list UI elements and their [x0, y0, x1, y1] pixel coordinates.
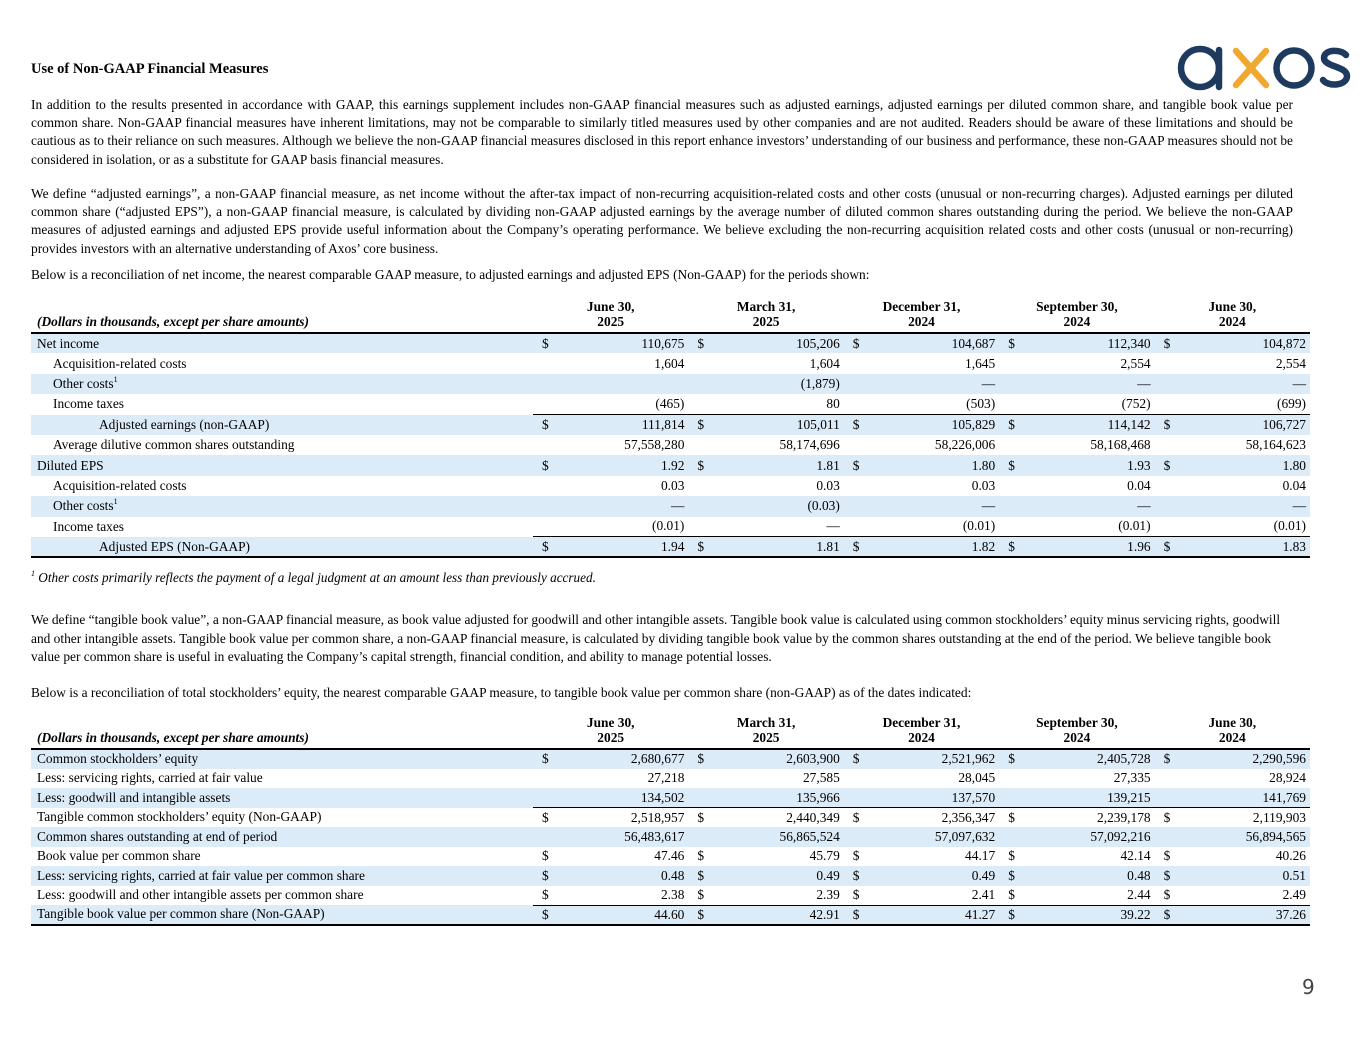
cell-value: 57,558,280	[624, 437, 685, 453]
currency-symbol: $	[1008, 887, 1015, 902]
currency-symbol	[688, 476, 710, 496]
cell-value: (1,879)	[710, 374, 843, 394]
currency-symbol: $	[688, 415, 710, 435]
cell-value: 42.14	[1120, 848, 1151, 864]
currency-symbol: $	[844, 537, 866, 557]
currency-symbol	[844, 394, 866, 414]
row-label: Less: servicing rights, carried at fair value per common share	[31, 866, 533, 886]
cell-value: 56,865,524	[710, 827, 843, 847]
cell-value: 58,174,696	[779, 437, 840, 453]
currency-symbol	[844, 353, 866, 373]
column-header: June 30, 2025	[586, 715, 635, 745]
cell-value: 0.51	[1177, 866, 1310, 886]
table-row	[31, 788, 1310, 808]
table-row	[31, 866, 1310, 886]
currency-symbol: $	[999, 866, 1021, 886]
table-row	[31, 496, 1310, 516]
cell-value: —	[1177, 496, 1310, 516]
cell-value: 40.26	[1275, 848, 1306, 864]
currency-symbol: $	[688, 537, 710, 557]
section-heading: Use of Non-GAAP Financial Measures	[31, 61, 269, 77]
cell-value: 2,554	[1120, 355, 1151, 371]
cell-value: 0.48	[1021, 866, 1154, 886]
cell-value: 1.94	[555, 537, 688, 557]
cell-value: 2.49	[1282, 887, 1306, 902]
currency-symbol: $	[1155, 333, 1177, 353]
currency-symbol: $	[688, 808, 710, 828]
cell-value: 28,045	[958, 770, 996, 786]
table-row	[31, 537, 1310, 557]
currency-symbol	[1155, 517, 1177, 537]
column-header: September 30, 2024	[1036, 299, 1118, 329]
currency-symbol	[533, 435, 555, 455]
currency-symbol: $	[542, 848, 549, 864]
row-label: Acquisition-related costs	[53, 477, 187, 493]
currency-symbol	[533, 517, 555, 537]
axos-logo	[1174, 40, 1354, 94]
currency-symbol: $	[688, 905, 710, 925]
column-header: December 31, 2024	[882, 299, 961, 329]
row-label: Tangible book value per common share (Non-GAAP)	[31, 905, 533, 925]
currency-symbol: $	[999, 333, 1021, 353]
row-label: Less: servicing rights, carried at fair value	[37, 770, 263, 786]
table-row	[31, 905, 1310, 925]
currency-symbol	[1155, 353, 1177, 373]
cell-value: 1.92	[555, 455, 688, 475]
currency-symbol: $	[533, 455, 555, 475]
currency-symbol	[533, 496, 555, 516]
cell-value: 56,894,565	[1177, 827, 1310, 847]
cell-value: (0.01)	[652, 518, 685, 534]
cell-value	[555, 374, 688, 394]
currency-symbol: $	[1155, 455, 1177, 475]
table-row	[31, 886, 1310, 906]
row-label: Adjusted earnings (non-GAAP)	[31, 415, 533, 435]
cell-value: —	[866, 496, 999, 516]
cell-value: 58,226,006	[934, 437, 996, 453]
cell-value: —	[1177, 374, 1310, 394]
cell-value: —	[1021, 496, 1154, 516]
currency-symbol	[688, 394, 710, 414]
currency-symbol	[688, 517, 710, 537]
currency-symbol	[844, 374, 866, 394]
cell-value: 37.26	[1177, 905, 1310, 925]
currency-symbol	[999, 394, 1021, 414]
table-row	[31, 847, 1310, 867]
adjusted-earnings-table	[31, 296, 1310, 558]
currency-symbol: $	[688, 749, 710, 769]
currency-symbol: $	[1155, 866, 1177, 886]
currency-symbol: $	[999, 415, 1021, 435]
column-header: June 30, 2025	[586, 299, 635, 329]
cell-value: 1,604	[809, 355, 840, 371]
currency-symbol: $	[844, 749, 866, 769]
column-header: March 31, 2025	[736, 715, 796, 745]
currency-symbol	[1155, 788, 1177, 808]
cell-value: 110,675	[555, 333, 688, 353]
currency-symbol: $	[852, 848, 860, 864]
currency-symbol: $	[844, 455, 866, 475]
currency-symbol: $	[999, 537, 1021, 557]
currency-symbol: $	[1155, 415, 1177, 435]
currency-symbol	[999, 827, 1021, 847]
row-label: Tangible common stockholders’ equity (Non-GAAP)	[37, 809, 322, 825]
cell-value: 44.60	[555, 905, 688, 925]
cell-value: 1.96	[1021, 537, 1154, 557]
currency-symbol: $	[533, 333, 555, 353]
currency-symbol	[999, 374, 1021, 394]
currency-symbol: $	[533, 415, 555, 435]
cell-value: (503)	[966, 396, 996, 412]
currency-symbol	[1155, 476, 1177, 496]
currency-symbol	[688, 435, 710, 455]
table-row	[31, 455, 1310, 475]
cell-value: —	[866, 374, 999, 394]
currency-symbol	[533, 353, 555, 373]
cell-value: (0.01)	[1118, 518, 1151, 534]
cell-value: 57,092,216	[1021, 827, 1154, 847]
currency-symbol	[688, 353, 710, 373]
cell-value: 2,603,900	[710, 749, 843, 769]
row-label: Income taxes	[53, 396, 125, 412]
currency-symbol	[688, 788, 710, 808]
cell-value: 80	[826, 396, 840, 412]
cell-value: 1.80	[866, 455, 999, 475]
table-body	[31, 333, 1310, 557]
currency-symbol	[844, 476, 866, 496]
currency-symbol: $	[533, 866, 555, 886]
currency-symbol: $	[844, 808, 866, 828]
tangible-book-value-definition: We define “tangible book value”, a non-GAAP financial measure, as book value adjusted for goodwill and other intangible assets. Tangible book value is calculated using common stockholders’ equity minus servicing rights, goodwill and other intangible assets. Tangible book value per common share, a non-GAAP financial measure, is calculated by dividing tangible book value by the common shares outstanding at the end of the period. We believe tangible book value per common share is useful in evaluating the Company’s capital strength, financial condition, and ability to manage potential losses.	[31, 612, 1281, 664]
cell-value: (752)	[1121, 396, 1151, 412]
currency-symbol	[533, 374, 555, 394]
currency-symbol: $	[697, 887, 705, 902]
column-header: September 30, 2024	[1036, 715, 1118, 745]
cell-value: 112,340	[1021, 333, 1154, 353]
footnote: $^1$ Other costs primarily reflects the payment of a legal judgment at an amount less than previously accrued.	[31, 569, 596, 585]
cell-value: 104,687	[866, 333, 999, 353]
currency-symbol	[688, 374, 710, 394]
cell-value: 2,405,728	[1021, 749, 1154, 769]
row-label: Book value per common share	[37, 848, 201, 864]
cell-value: 2,440,349	[710, 808, 843, 828]
cell-value: 141,769	[1177, 788, 1310, 808]
cell-value: (465)	[655, 396, 685, 412]
table-row	[31, 374, 1310, 394]
cell-value: 2.38	[660, 887, 685, 902]
cell-value: 114,142	[1021, 415, 1154, 435]
currency-symbol	[1155, 374, 1177, 394]
cell-value: 104,872	[1177, 333, 1310, 353]
currency-symbol	[533, 788, 555, 808]
cell-value: 106,727	[1177, 415, 1310, 435]
cell-value: 0.49	[866, 866, 999, 886]
cell-value: 27,585	[802, 770, 840, 786]
currency-symbol: $	[844, 866, 866, 886]
row-label: Less: goodwill and intangible assets	[31, 788, 533, 808]
currency-symbol	[844, 788, 866, 808]
table-body	[31, 749, 1310, 925]
cell-value: 139,215	[1021, 788, 1154, 808]
currency-symbol: $	[1155, 905, 1177, 925]
currency-symbol: $	[999, 905, 1021, 925]
cell-value: 2,356,347	[866, 808, 999, 828]
cell-value: 2.44	[1127, 887, 1151, 902]
cell-value: 0.03	[816, 477, 840, 493]
currency-symbol	[844, 827, 866, 847]
currency-symbol	[999, 788, 1021, 808]
row-label: Adjusted EPS (Non-GAAP)	[31, 537, 533, 557]
column-header: December 31, 2024	[882, 715, 961, 745]
cell-value: 0.04	[1127, 477, 1151, 493]
table-row	[31, 394, 1310, 414]
cell-value: 57,097,632	[866, 827, 999, 847]
currency-symbol: $	[688, 866, 710, 886]
currency-symbol: $	[533, 808, 555, 828]
currency-symbol	[999, 517, 1021, 537]
cell-value: 58,164,623	[1245, 437, 1306, 453]
row-label: Income taxes	[53, 518, 125, 534]
currency-symbol	[844, 435, 866, 455]
currency-symbol: $	[1163, 848, 1171, 864]
table-row	[31, 415, 1310, 435]
currency-symbol	[533, 476, 555, 496]
currency-symbol	[533, 769, 555, 789]
currency-symbol	[1155, 435, 1177, 455]
cell-value: 44.17	[965, 848, 996, 864]
table-row	[31, 517, 1310, 537]
table-row	[31, 435, 1310, 455]
row-label: Acquisition-related costs	[53, 355, 187, 371]
table-caption: (Dollars in thousands, except per share amounts)	[37, 729, 309, 745]
cell-value: 135,966	[710, 788, 843, 808]
currency-symbol: $	[999, 808, 1021, 828]
table-row	[31, 808, 1310, 828]
cell-value: (0.01)	[1273, 518, 1306, 534]
cell-value: 0.48	[555, 866, 688, 886]
row-label: Other costs$^1$	[31, 496, 533, 516]
currency-symbol	[844, 496, 866, 516]
cell-value: 2,521,962	[866, 749, 999, 769]
cell-value: 1.81	[710, 537, 843, 557]
currency-symbol: $	[688, 333, 710, 353]
currency-symbol	[999, 769, 1021, 789]
cell-value: 0.04	[1282, 477, 1306, 493]
cell-value: 1.83	[1177, 537, 1310, 557]
currency-symbol: $	[1155, 749, 1177, 769]
currency-symbol: $	[844, 415, 866, 435]
currency-symbol	[1155, 394, 1177, 414]
cell-value: 41.27	[866, 905, 999, 925]
cell-value: 1.80	[1177, 455, 1310, 475]
table-row	[31, 476, 1310, 496]
currency-symbol: $	[1163, 887, 1171, 902]
currency-symbol: $	[542, 887, 549, 902]
page-number: 9	[1302, 975, 1315, 999]
cell-value: 28,924	[1269, 770, 1306, 786]
column-header: June 30, 2024	[1208, 299, 1257, 329]
cell-value: 27,218	[647, 770, 685, 786]
table-header-row	[31, 296, 1310, 333]
cell-value: 42.91	[710, 905, 843, 925]
row-label: Diluted EPS	[31, 455, 533, 475]
cell-value: 105,206	[710, 333, 843, 353]
column-header: June 30, 2024	[1208, 715, 1257, 745]
currency-symbol	[1155, 769, 1177, 789]
reconciliation-intro-1: Below is a reconciliation of net income, the nearest comparable GAAP measure, to adjusted earnings and adjusted EPS (Non-GAAP) for the periods shown:	[31, 267, 870, 282]
cell-value: 47.46	[654, 848, 685, 864]
currency-symbol: $	[533, 537, 555, 557]
currency-symbol: $	[533, 749, 555, 769]
currency-symbol: $	[999, 455, 1021, 475]
table-row	[31, 827, 1310, 847]
cell-value: 134,502	[555, 788, 688, 808]
cell-value: (0.03)	[710, 496, 843, 516]
cell-value: (0.01)	[962, 518, 996, 534]
row-label: Net income	[31, 333, 533, 353]
cell-value: 2,680,677	[555, 749, 688, 769]
cell-value: 39.22	[1021, 905, 1154, 925]
currency-symbol	[688, 827, 710, 847]
currency-symbol	[999, 496, 1021, 516]
cell-value: 2,554	[1275, 355, 1306, 371]
cell-value: 2,119,903	[1177, 808, 1310, 828]
cell-value: 105,829	[866, 415, 999, 435]
cell-value: 2,239,178	[1021, 808, 1154, 828]
cell-value: 45.79	[809, 848, 840, 864]
currency-symbol: $	[844, 333, 866, 353]
currency-symbol: $	[852, 887, 860, 902]
cell-value: 2.39	[816, 887, 840, 902]
tangible-book-value-table	[31, 714, 1310, 926]
cell-value: 0.03	[660, 477, 685, 493]
currency-symbol	[844, 517, 866, 537]
row-label: Common shares outstanding at end of period	[31, 827, 533, 847]
currency-symbol	[533, 827, 555, 847]
currency-symbol	[999, 476, 1021, 496]
currency-symbol	[688, 496, 710, 516]
cell-value: 1.82	[866, 537, 999, 557]
table-caption: (Dollars in thousands, except per share amounts)	[37, 313, 309, 329]
cell-value: 1.81	[710, 455, 843, 475]
cell-value: 105,011	[710, 415, 843, 435]
row-label: Other costs$^1$	[31, 374, 533, 394]
cell-value: 2,290,596	[1177, 749, 1310, 769]
currency-symbol: $	[697, 848, 705, 864]
table-row	[31, 353, 1310, 373]
intro-paragraph: In addition to the results presented in accordance with GAAP, this earnings supplement includes non-GAAP financial measures such as adjusted earnings, adjusted earnings per diluted common share, and tangible book value per common share. Non-GAAP financial measures have inherent limitations, may not be comparable to similarly titled measures used by other companies and are not audited. Readers should be aware of these limitations and should be cautious as to their reliance on such measures. Although we believe the non-GAAP financial measures disclosed in this report enhance investors’ understanding of our business and performance, these non-GAAP measures should not be considered in isolation, or as a substitute for GAAP basis financial measures.	[31, 97, 1293, 167]
cell-value: 1,604	[654, 355, 685, 371]
table-header-row	[31, 714, 1310, 749]
currency-symbol: $	[688, 455, 710, 475]
cell-value: 1.93	[1021, 455, 1154, 475]
currency-symbol: $	[1155, 808, 1177, 828]
currency-symbol: $	[999, 749, 1021, 769]
currency-symbol	[1155, 496, 1177, 516]
cell-value: 56,483,617	[555, 827, 688, 847]
cell-value: —	[1021, 374, 1154, 394]
currency-symbol	[1155, 827, 1177, 847]
row-label: Less: goodwill and other intangible assets per common share	[37, 887, 364, 903]
currency-symbol	[999, 435, 1021, 455]
cell-value: 0.03	[971, 477, 996, 493]
currency-symbol	[533, 394, 555, 414]
cell-value: 111,814	[555, 415, 688, 435]
cell-value: 27,335	[1113, 770, 1151, 786]
cell-value: —	[555, 496, 688, 516]
currency-symbol: $	[1008, 848, 1015, 864]
column-header: March 31, 2025	[736, 299, 796, 329]
currency-symbol	[688, 769, 710, 789]
cell-value: 0.49	[710, 866, 843, 886]
cell-value: 2.41	[971, 887, 996, 902]
table-row	[31, 769, 1310, 789]
cell-value: 137,570	[866, 788, 999, 808]
row-label: Average dilutive common shares outstanding	[53, 437, 295, 453]
currency-symbol: $	[533, 905, 555, 925]
currency-symbol	[844, 769, 866, 789]
cell-value: —	[826, 518, 840, 534]
currency-symbol	[999, 353, 1021, 373]
table-row	[31, 749, 1310, 769]
row-label: Common stockholders’ equity	[31, 749, 533, 769]
reconciliation-intro-2: Below is a reconciliation of total stockholders’ equity, the nearest comparable GAAP measure, to tangible book value per common share (non-GAAP) as of the dates indicated:	[31, 685, 972, 700]
cell-value: 1,645	[965, 355, 996, 371]
cell-value: 58,168,468	[1090, 437, 1151, 453]
adjusted-earnings-definition: We define “adjusted earnings”, a non-GAAP financial measure, as net income without the after-tax impact of non-recurring acquisition-related costs and other costs (unusual or non-recurring charges). Adjusted earnings per diluted common share (“adjusted EPS”), a non-GAAP financial measure, is calculated by dividing non-GAAP adjusted earnings by the average number of diluted common shares outstanding during the period. We believe the non-GAAP measures of adjusted earnings and adjusted EPS provide useful information about the Company’s operating performance. We believe excluding the non-recurring acquisition related costs and other costs (unusual or non-recurring) provides investors with an alternative understanding of Axos’ core business.	[31, 186, 1293, 256]
currency-symbol: $	[844, 905, 866, 925]
table-row	[31, 333, 1310, 353]
cell-value: (699)	[1276, 396, 1306, 412]
cell-value: 2,518,957	[555, 808, 688, 828]
currency-symbol: $	[1155, 537, 1177, 557]
